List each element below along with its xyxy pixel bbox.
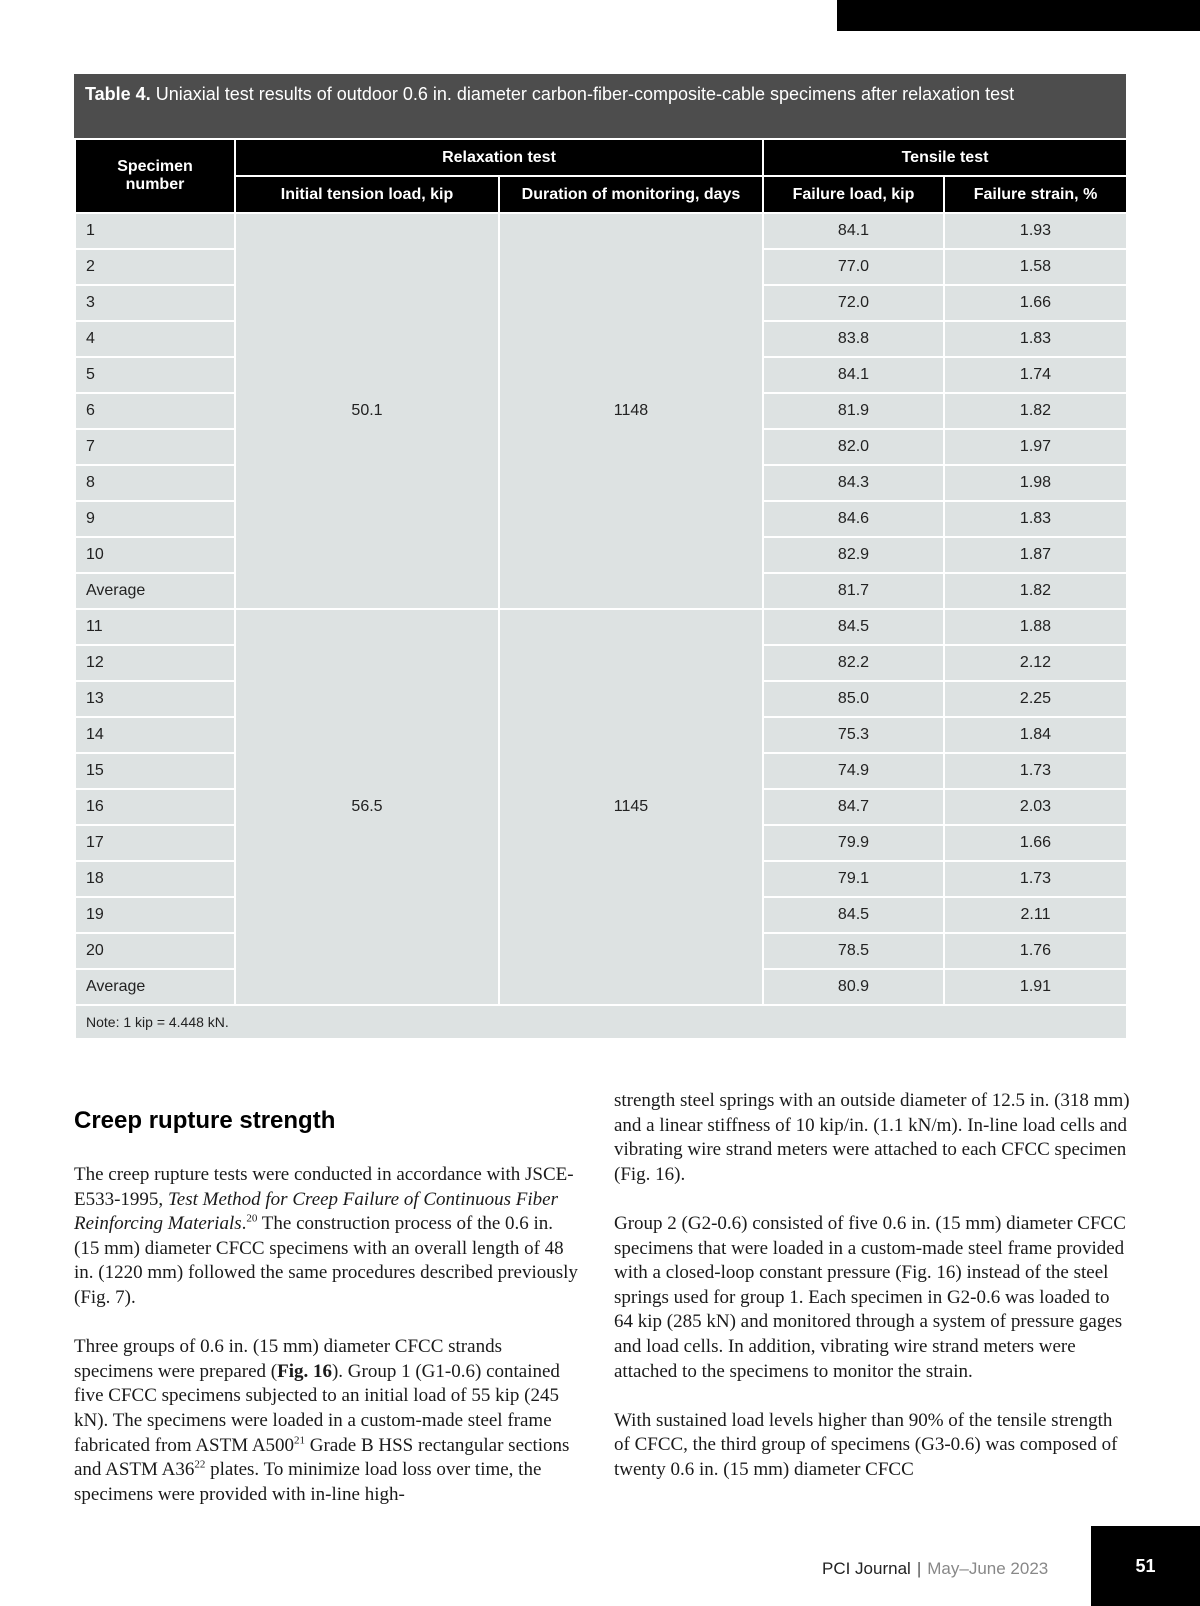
left-column <box>74 1163 580 1532</box>
results-table <box>74 138 1128 1040</box>
failure-load-cell: 74.9 <box>763 753 944 789</box>
text-run: . <box>241 1213 247 1235</box>
failure-strain-cell: 1.73 <box>944 753 1127 789</box>
specimen-cell: 20 <box>75 933 235 969</box>
failure-load-cell: 84.7 <box>763 789 944 825</box>
table-note: Note: 1 kip = 4.448 kN. <box>75 1005 1127 1039</box>
specimen-cell: 6 <box>75 393 235 429</box>
specimen-cell: 4 <box>75 321 235 357</box>
failure-strain-cell: 2.12 <box>944 645 1127 681</box>
specimen-cell: 18 <box>75 861 235 897</box>
table-row <box>75 609 1127 645</box>
paragraph: strength steel springs with an outside diameter of 12.5 in. (318 mm) and a linear stiffness of 10 kip/in. (1.1 kN/m). In-line load cells and vibrating wire strand meters were attached to each CFCC specimen (Fig. 16). <box>614 1090 1130 1185</box>
failure-load-cell: 84.1 <box>763 357 944 393</box>
footer-separator: | <box>916 1559 922 1578</box>
failure-strain-cell: 2.03 <box>944 789 1127 825</box>
paragraph: Group 2 (G2-0.6) consisted of five 0.6 in. (15 mm) diameter CFCC specimens that were loaded in a custom-made steel frame provided with a closed-loop constant pressure (Fig. 16) instead of the steel springs used for group 1. Each specimen in G2-0.6 was loaded to 64 kip (285 kN) and monitored through a system of pressure gages and load cells. In addition, vibrating wire strand meters were attached to the specimens to monitor the strain. <box>614 1212 1126 1382</box>
paragraph <box>74 1163 580 1311</box>
initial-load-cell: 56.5 <box>235 609 499 1005</box>
paragraph <box>74 1335 580 1507</box>
issue-date: May–June 2023 <box>927 1559 1049 1578</box>
header-bar <box>837 0 1200 31</box>
failure-strain-cell: 1.82 <box>944 573 1127 609</box>
failure-strain-cell: 1.98 <box>944 465 1127 501</box>
failure-strain-cell: 1.93 <box>944 213 1127 249</box>
text-run: ). Group 1 (G1-0.6) contained five CFCC specimens subjected to an initial load of 55 kip (245 kN). The specimens were loaded in a custom-made steel frame fabricated from ASTM A500 <box>74 1360 560 1456</box>
duration-cell: 1148 <box>499 213 763 609</box>
failure-load-cell: 81.7 <box>763 573 944 609</box>
specimen-cell: 10 <box>75 537 235 573</box>
failure-load-cell: 85.0 <box>763 681 944 717</box>
failure-strain-cell: 1.74 <box>944 357 1127 393</box>
header-tensile: Tensile test <box>763 139 1127 176</box>
failure-strain-cell: 1.66 <box>944 825 1127 861</box>
specimen-cell: 2 <box>75 249 235 285</box>
failure-strain-cell: 1.91 <box>944 969 1127 1005</box>
right-column <box>614 1089 1130 1507</box>
specimen-cell: 13 <box>75 681 235 717</box>
specimen-cell: Average <box>75 573 235 609</box>
text-run: plates. To minimize load loss over time, the specimens were provided with in-line high- <box>74 1459 542 1505</box>
failure-strain-cell: 1.76 <box>944 933 1127 969</box>
specimen-cell: 11 <box>75 609 235 645</box>
failure-strain-cell: 1.82 <box>944 393 1127 429</box>
specimen-cell: Average <box>75 969 235 1005</box>
failure-load-cell: 79.1 <box>763 861 944 897</box>
failure-load-cell: 83.8 <box>763 321 944 357</box>
page-number: 51 <box>1091 1526 1200 1606</box>
specimen-cell: 3 <box>75 285 235 321</box>
failure-load-cell: 80.9 <box>763 969 944 1005</box>
specimen-cell: 8 <box>75 465 235 501</box>
header-failure-load: Failure load, kip <box>763 176 944 213</box>
failure-load-cell: 78.5 <box>763 933 944 969</box>
specimen-cell: 1 <box>75 213 235 249</box>
failure-load-cell: 81.9 <box>763 393 944 429</box>
failure-load-cell: 77.0 <box>763 249 944 285</box>
failure-strain-cell: 1.87 <box>944 537 1127 573</box>
failure-load-cell: 84.5 <box>763 897 944 933</box>
header-duration: Duration of monitoring, days <box>499 176 763 213</box>
failure-strain-cell: 1.83 <box>944 321 1127 357</box>
paragraph: With sustained load levels higher than 90% of the tensile strength of CFCC, the third group of specimens (G3-0.6) was composed of twenty 0.6 in. (15 mm) diameter CFCC <box>614 1409 1118 1480</box>
failure-strain-cell: 1.58 <box>944 249 1127 285</box>
figure-reference: Fig. 16 <box>277 1360 332 1382</box>
header-initial-load: Initial tension load, kip <box>235 176 499 213</box>
specimen-cell: 16 <box>75 789 235 825</box>
reference-number: 21 <box>294 1434 306 1447</box>
header-failure-strain: Failure strain, % <box>944 176 1127 213</box>
table-4 <box>74 74 1126 1040</box>
failure-load-cell: 75.3 <box>763 717 944 753</box>
failure-load-cell: 79.9 <box>763 825 944 861</box>
specimen-cell: 9 <box>75 501 235 537</box>
journal-name: PCI Journal <box>822 1559 911 1578</box>
table-caption-label: Table 4. <box>85 84 151 104</box>
initial-load-cell: 50.1 <box>235 213 499 609</box>
failure-strain-cell: 1.73 <box>944 861 1127 897</box>
header-specimen: Specimen number <box>75 139 235 213</box>
failure-strain-cell: 1.83 <box>944 501 1127 537</box>
text-run: Grade B HSS rectangular sections and ASTM A36 <box>74 1434 570 1481</box>
failure-load-cell: 82.2 <box>763 645 944 681</box>
specimen-cell: 14 <box>75 717 235 753</box>
failure-load-cell: 84.1 <box>763 213 944 249</box>
specimen-cell: 5 <box>75 357 235 393</box>
specimen-cell: 15 <box>75 753 235 789</box>
text-run: Three groups of 0.6 in. (15 mm) diameter CFCC strands specimens were prepared ( <box>74 1336 502 1382</box>
failure-load-cell: 84.6 <box>763 501 944 537</box>
failure-load-cell: 82.9 <box>763 537 944 573</box>
reference-number: 20 <box>246 1212 258 1225</box>
table-body <box>75 213 1127 1005</box>
specimen-cell: 12 <box>75 645 235 681</box>
failure-strain-cell: 1.84 <box>944 717 1127 753</box>
table-caption-text: Uniaxial test results of outdoor 0.6 in. diameter carbon-fiber-composite-cable specimens after relaxation test <box>155 84 1015 104</box>
duration-cell: 1145 <box>499 609 763 1005</box>
specimen-cell: 7 <box>75 429 235 465</box>
header-relaxation: Relaxation test <box>235 139 763 176</box>
failure-strain-cell: 1.97 <box>944 429 1127 465</box>
text-run: The construction process of the 0.6 in. (15 mm) diameter CFCC specimens with an overall length of 48 in. (1220 mm) followed the same procedures described previously (Fig. 7). <box>74 1213 578 1308</box>
failure-strain-cell: 1.88 <box>944 609 1127 645</box>
table-row <box>75 213 1127 249</box>
failure-strain-cell: 1.66 <box>944 285 1127 321</box>
footer <box>822 1559 1048 1579</box>
text-run: The creep rupture tests were conducted in accordance with JSCE-E533-1995, <box>74 1164 574 1210</box>
failure-load-cell: 84.3 <box>763 465 944 501</box>
table-caption <box>74 74 1126 138</box>
failure-load-cell: 72.0 <box>763 285 944 321</box>
reference-number: 22 <box>194 1458 206 1471</box>
specimen-cell: 19 <box>75 897 235 933</box>
specimen-cell: 17 <box>75 825 235 861</box>
citation-title: Test Method for Creep Failure of Continuous Fiber Reinforcing Materials <box>74 1188 558 1235</box>
failure-load-cell: 84.5 <box>763 609 944 645</box>
failure-strain-cell: 2.25 <box>944 681 1127 717</box>
failure-strain-cell: 2.11 <box>944 897 1127 933</box>
section-heading: Creep rupture strength <box>74 1107 336 1134</box>
failure-load-cell: 82.0 <box>763 429 944 465</box>
